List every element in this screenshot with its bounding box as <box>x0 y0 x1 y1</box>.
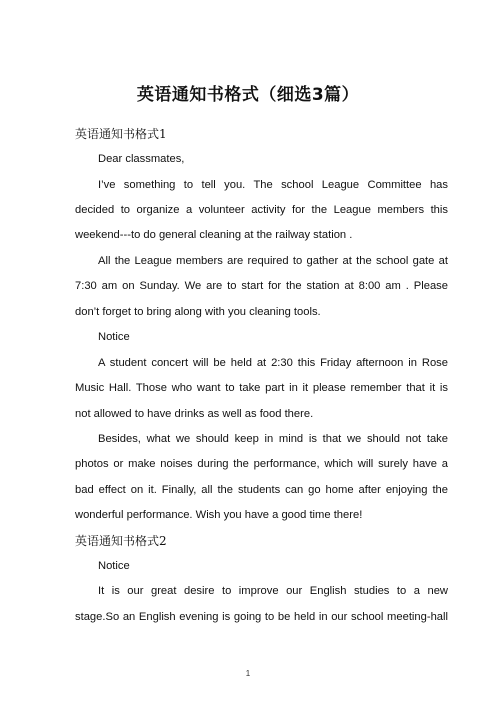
page-number: 1 <box>245 669 251 678</box>
paragraph-line: wonderful performance. Wish you have a good time there! <box>75 509 363 521</box>
paragraph-line: don’t forget to bring along with you cleaning tools. <box>75 306 321 318</box>
section-heading-2: 英语通知书格式2 <box>75 534 167 548</box>
paragraph-line: A student concert will be held at 2:30 this Friday afternoon in Rose <box>98 357 448 369</box>
paragraph-line: Music Hall. Those who want to take part in it please remember that it is <box>75 382 448 394</box>
paragraph-line: Besides, what we should keep in mind is that we should not take <box>98 433 448 445</box>
paragraph-line: 7:30 am on Sunday. We are to start for the station at 8:00 am . Please <box>75 280 448 292</box>
paragraph-line: not allowed to have drinks as well as food there. <box>75 408 314 420</box>
document-title: 英语通知书格式（细选3篇） <box>136 85 360 105</box>
paragraph-line: weekend---to do general cleaning at the railway station . <box>75 229 353 241</box>
greeting: Dear classmates, <box>98 153 185 165</box>
paragraph-line: All the League members are required to gather at the school gate at <box>98 255 448 267</box>
paragraph-line: photos or make noises during the performance, which will surely have a <box>75 458 448 470</box>
notice-label: Notice <box>98 331 130 343</box>
paragraph-line: bad effect on it. Finally, all the students can go home after enjoying the <box>75 484 448 496</box>
notice-label: Notice <box>98 560 130 572</box>
paragraph-line: It is our great desire to improve our English studies to a new <box>98 585 448 597</box>
paragraph-line: stage.So an English evening is going to be held in our school meeting-hall <box>75 611 448 623</box>
paragraph-line: decided to organize a volunteer activity for the League members this <box>75 204 448 216</box>
section-heading-1: 英语通知书格式1 <box>75 127 167 141</box>
paragraph-line: I’ve something to tell you. The school League Committee has <box>98 179 448 191</box>
